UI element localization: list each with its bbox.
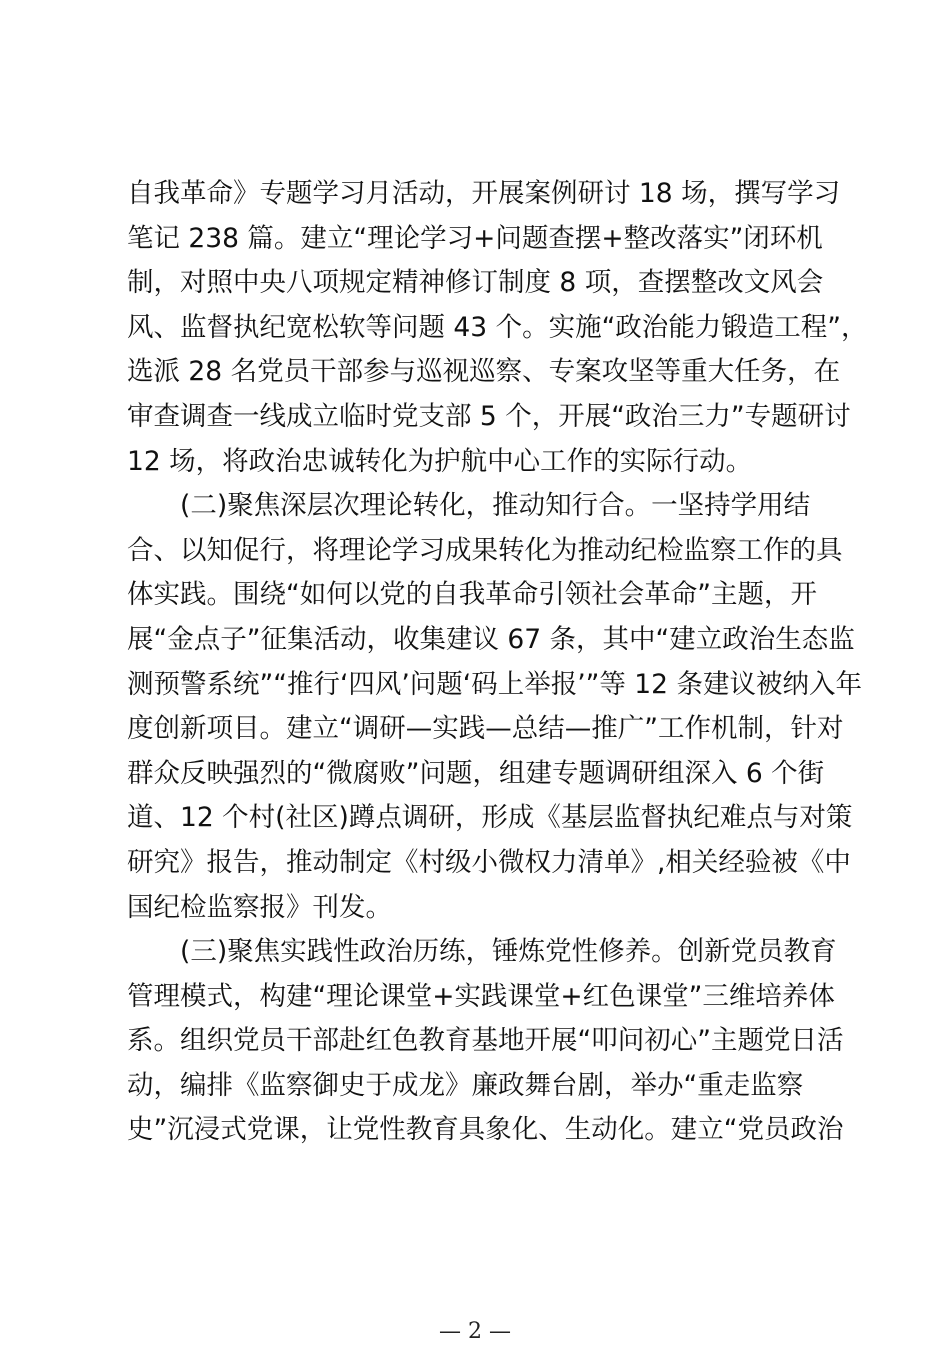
- text-line: 群众反映强烈的“微腐败”问题，组建专题调研组深入 6 个街: [127, 757, 825, 789]
- text-line: 体实践。围绕“如何以党的自我革命引领社会革命”主题，开: [127, 579, 817, 611]
- text-line: 合、以知促行，将理论学习成果转化为推动纪检监察工作的具: [127, 534, 843, 566]
- text-line: 度创新项目。建立“调研—实践—总结—推广”工作机制，针对: [127, 713, 844, 745]
- paragraph-heading-line: (三)聚焦实践性政治历练，锤炼党性修养。创新党员教育: [180, 936, 837, 968]
- text-line: 史”沉浸式党课，让党性教育具象化、生动化。建立“党员政治: [127, 1114, 844, 1146]
- text-line: 系。组织党员干部赴红色教育基地开展“叩问初心”主题党日活: [127, 1025, 844, 1057]
- text-line: 自我革命》专题学习月活动，开展案例研讨 18 场，撰写学习: [127, 178, 841, 209]
- paragraph-heading-line: (二)聚焦深层次理论转化，推动知行合。一坚持学用结: [180, 490, 811, 522]
- body-text: [127, 172, 868, 1153]
- text-line: 研究》报告，推动制定《村级小微权力清单》,相关经验被《中: [127, 846, 851, 878]
- text-line: 测预警系统”“推行‘四风’问题‘码上举报’”等 12 条建议被纳入年: [127, 668, 862, 700]
- text-line: 审查调查一线成立临时党支部 5 个，开展“政治三力”专题研讨: [127, 400, 851, 432]
- text-line: 国纪检监察报》刊发。: [127, 891, 392, 923]
- text-line: 12 场，将政治忠诚转化为护航中心工作的实际行动。: [127, 445, 753, 477]
- text-line: 管理模式，构建“理论课堂+实践课堂+红色课堂”三维培养体: [127, 980, 835, 1012]
- text-line: 道、12 个村(社区)蹲点调研，形成《基层监督执纪难点与对策: [127, 802, 853, 834]
- text-line: 动，编排《监察御史于成龙》廉政舞台剧，举办“重走监察: [127, 1069, 804, 1101]
- page-number: — 2 —: [439, 1319, 511, 1344]
- text-line: 风、监督执纪宽松软等问题 43 个。实施“政治能力锻造工程”，: [127, 311, 868, 343]
- text-line: 选派 28 名党员干部参与巡视巡察、专案攻坚等重大任务，在: [127, 356, 841, 388]
- text-line: 笔记 238 篇。建立“理论学习+问题查摆+整改落实”闭环机: [127, 222, 823, 254]
- text-line: 展“金点子”征集活动，收集建议 67 条，其中“建立政治生态监: [127, 623, 855, 655]
- text-line: 制，对照中央八项规定精神修订制度 8 项，查摆整改文风会: [127, 267, 824, 299]
